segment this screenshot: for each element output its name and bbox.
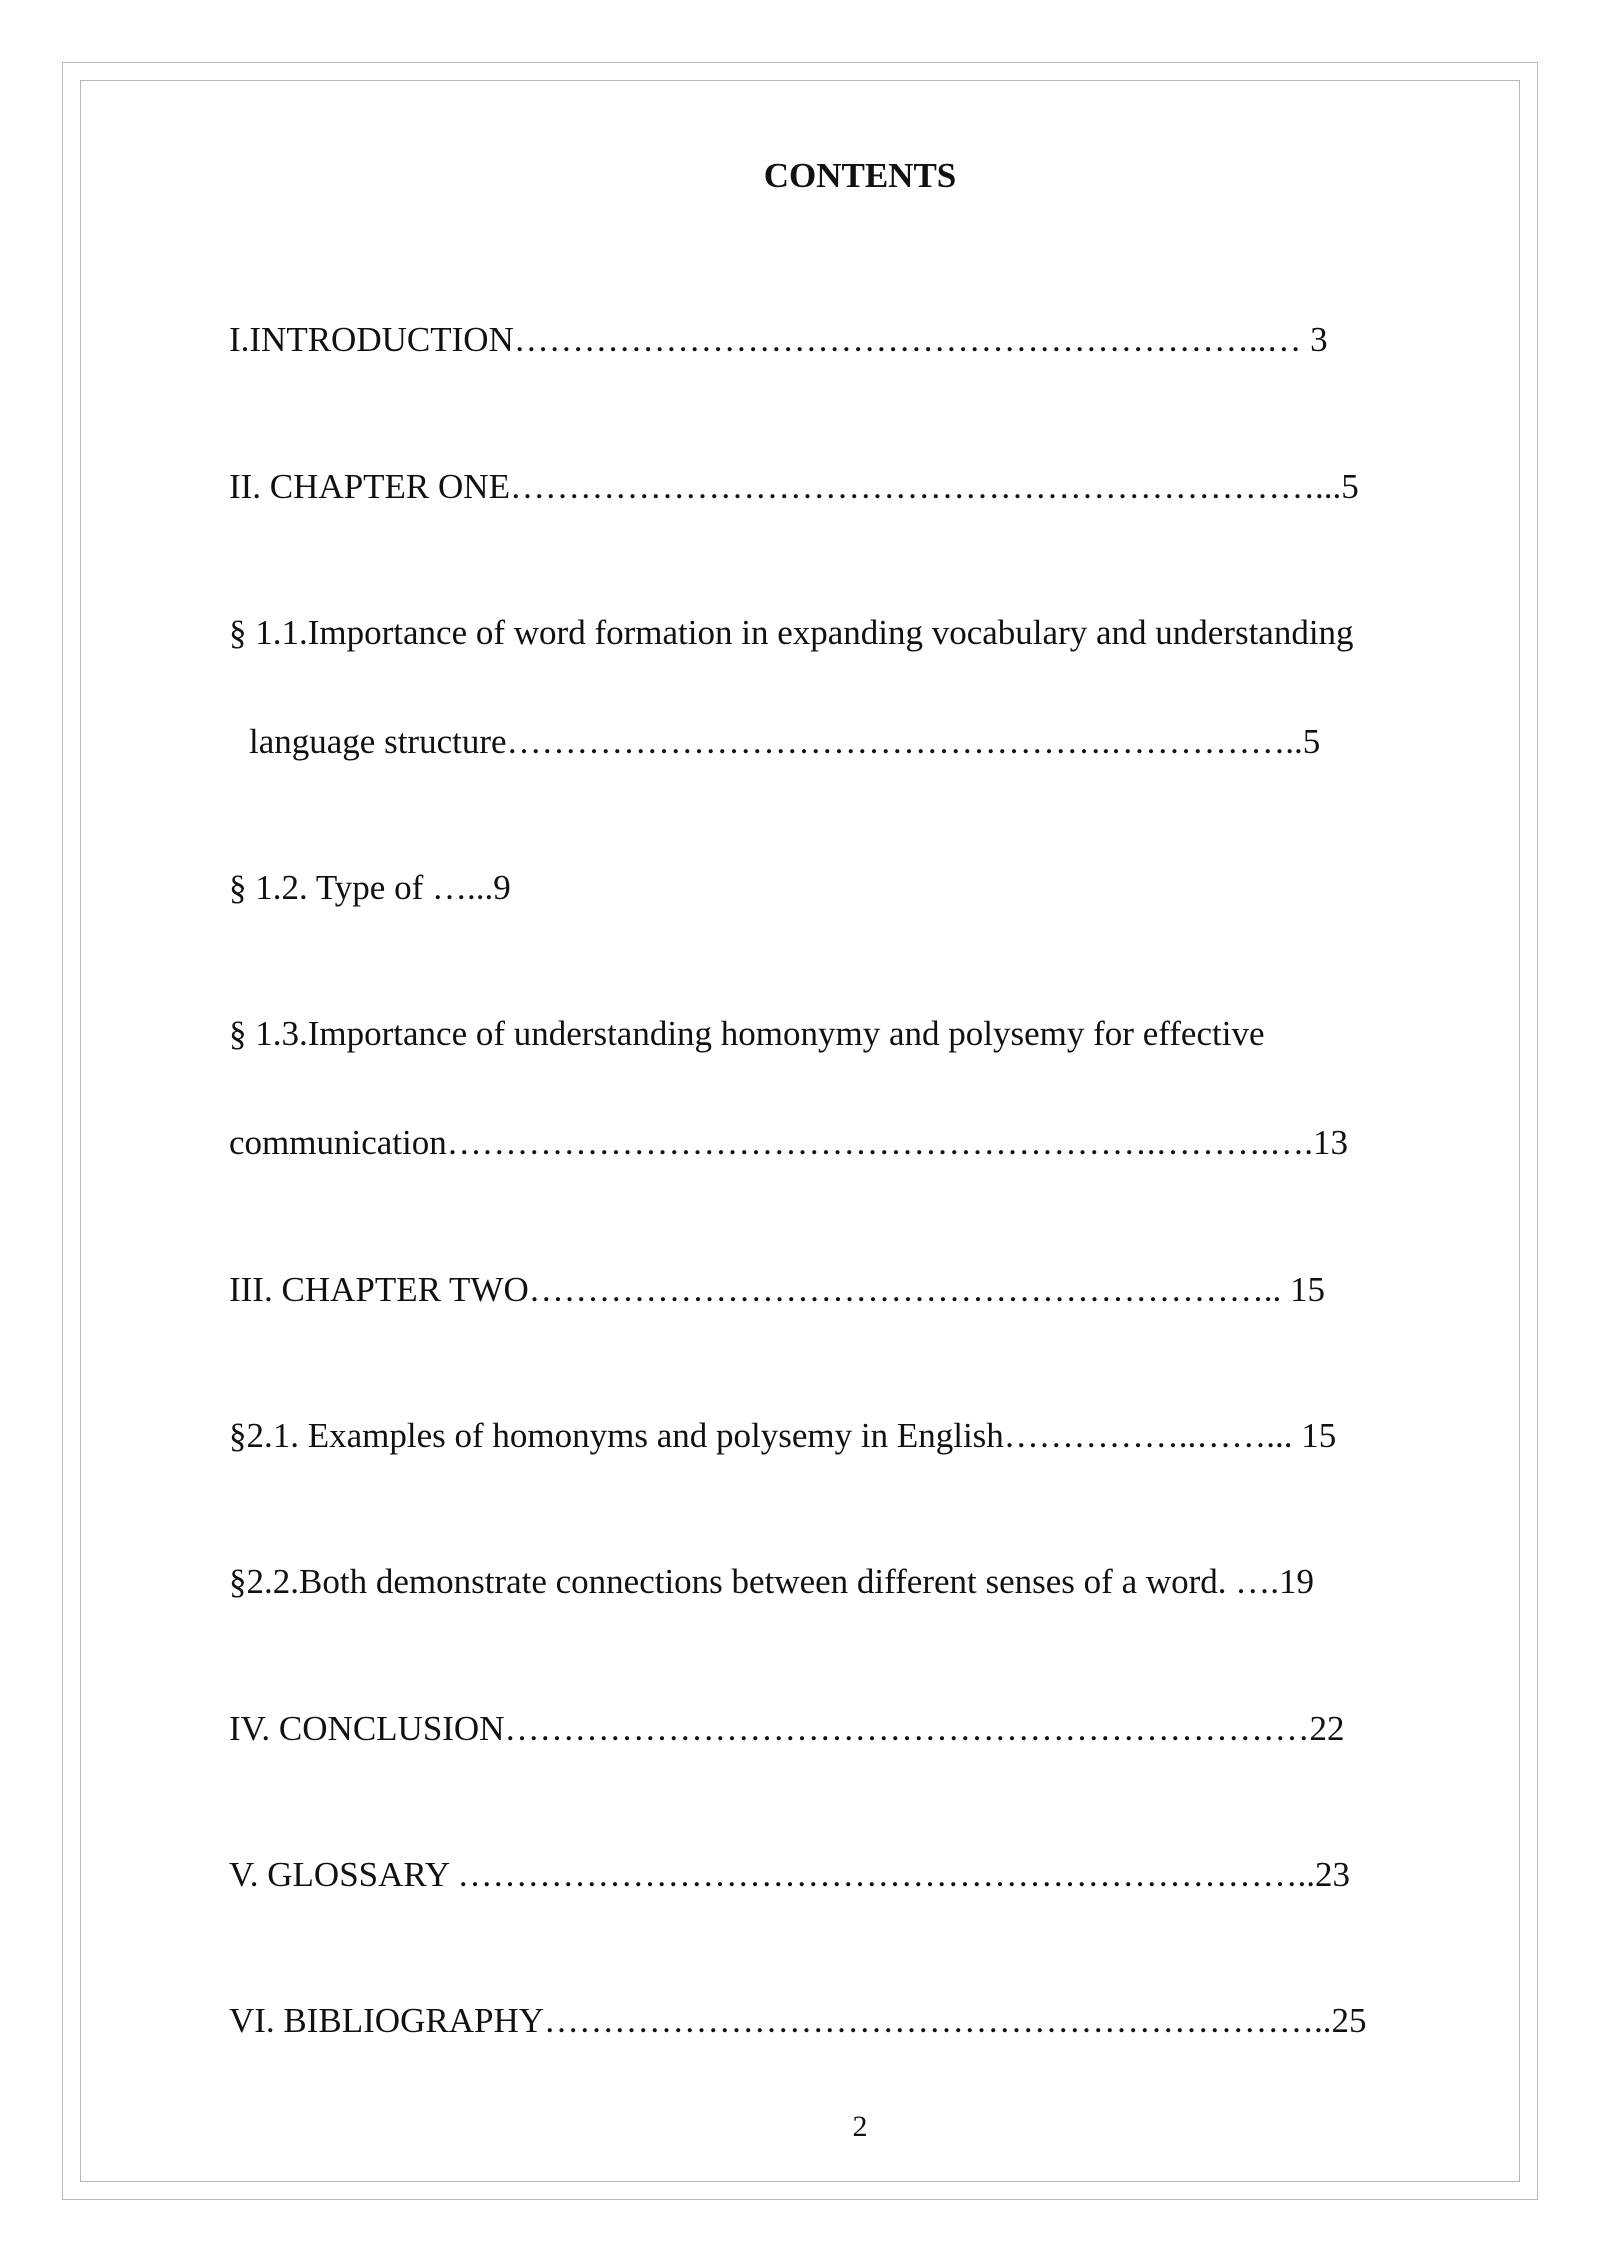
toc-entry-section-1-1: § 1.1.Importance of word formation in expanding vocabulary and understanding <box>229 613 1354 652</box>
toc-entry-section-2-2: §2.2.Both demonstrate connections between different senses of a word. ….19 <box>229 1562 1315 1601</box>
toc-entry-bibliography: VI. BIBLIOGRAPHY…………………………………………………………..25 <box>229 2001 1367 2040</box>
contents-title: CONTENTS <box>763 156 957 195</box>
toc-entry-introduction: I.INTRODUCTION………………………………………………………..… 3 <box>229 320 1328 359</box>
toc-entry-section-1-3-continued: communication…………………………………………………….……….….13 <box>229 1123 1348 1162</box>
toc-entry-chapter-one: II. CHAPTER ONE……………………………………………………………...5 <box>229 467 1359 506</box>
toc-entry-section-2-1: §2.1. Examples of homonyms and polysemy in English……………..……... 15 <box>229 1416 1337 1455</box>
toc-entry-chapter-two: III. CHAPTER TWO……………………………………………………….. 15 <box>229 1270 1325 1309</box>
page-number: 2 <box>852 2110 868 2143</box>
toc-entry-glossary: V. GLOSSARY ………………………………………………………………..23 <box>229 1855 1351 1894</box>
toc-entry-section-1-2: § 1.2. Type of …...9 <box>229 868 511 907</box>
toc-entry-section-1-1-continued: language structure…………………………………………….……………..5 <box>249 722 1321 761</box>
toc-entry-conclusion: IV. CONCLUSION……………………………………………………………22 <box>229 1709 1345 1748</box>
toc-entry-section-1-3: § 1.3.Importance of understanding homonymy and polysemy for effective <box>229 1014 1265 1053</box>
